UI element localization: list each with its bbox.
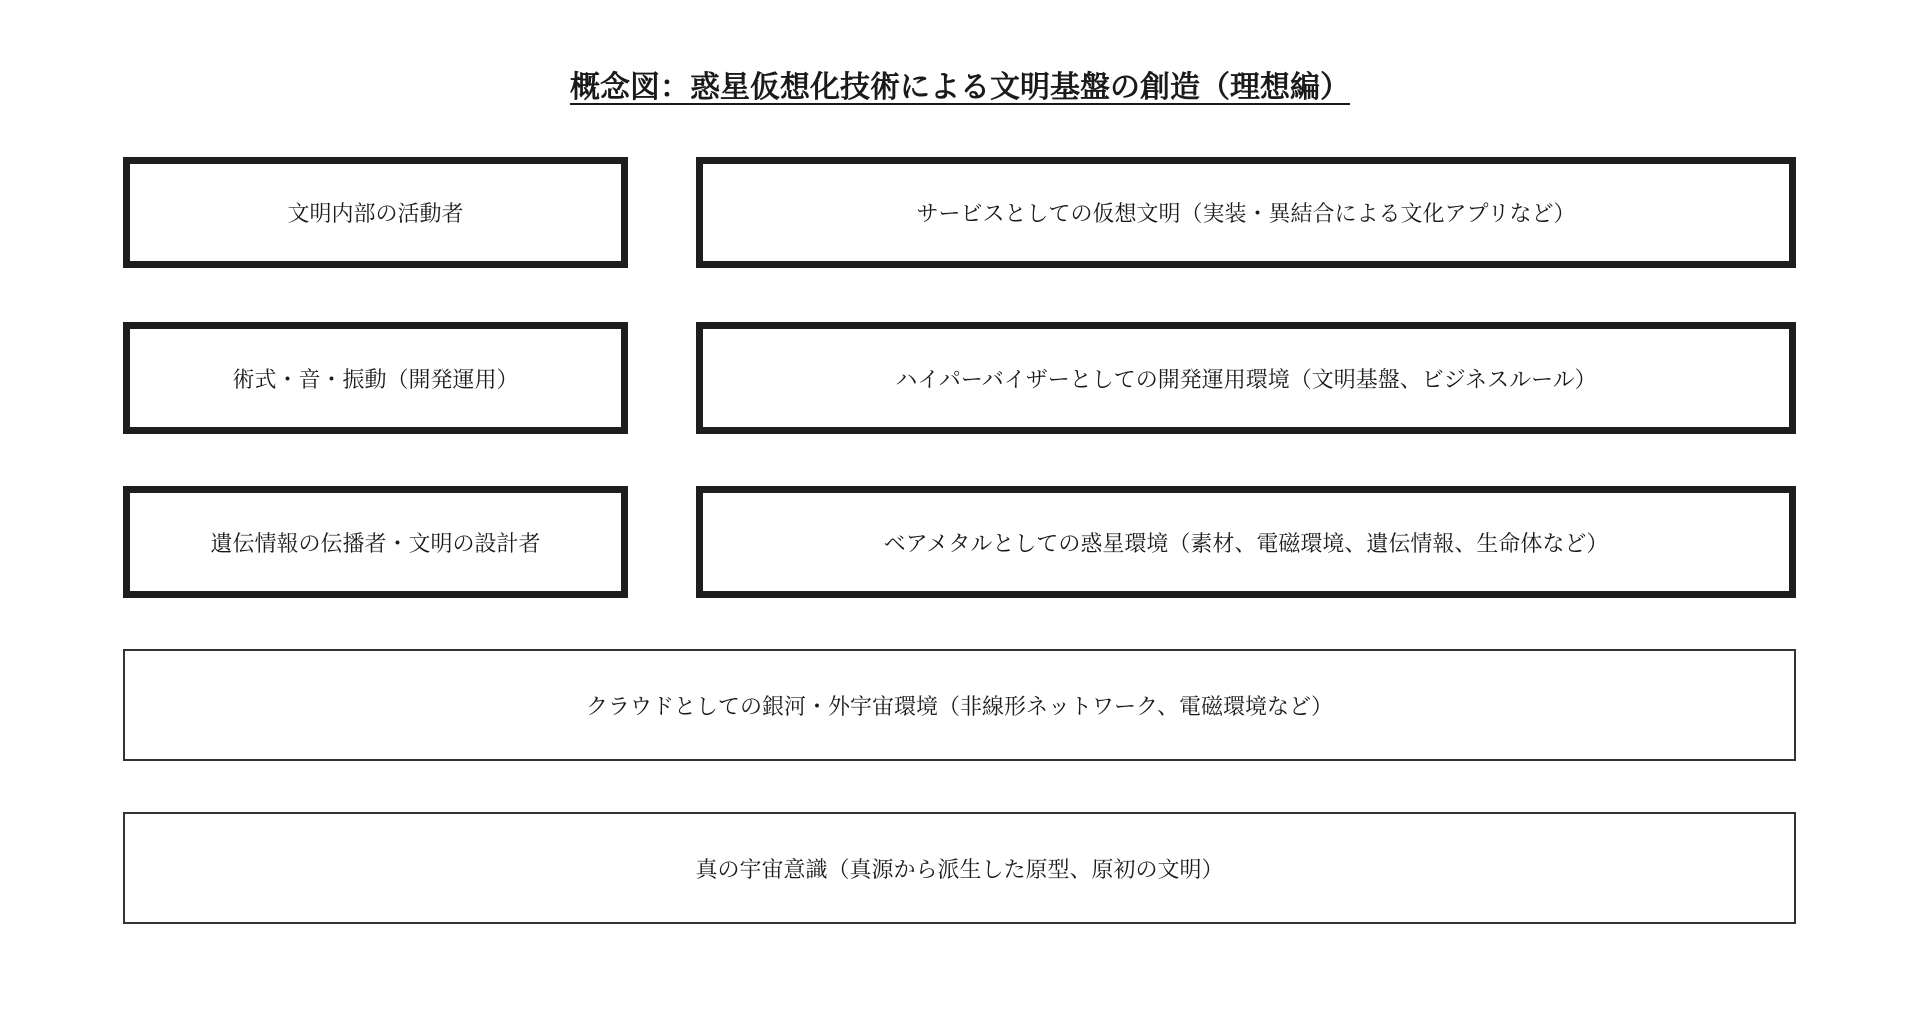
box-true-cosmic-consciousness	[123, 812, 1796, 924]
box-label: ベアメタルとしての惑星環境（素材、電磁環境、遺伝情報、生命体など）	[883, 531, 1609, 557]
box-label: サービスとしての仮想文明（実装・異結合による文化アプリなど）	[916, 202, 1576, 227]
box-civilization-actors	[123, 157, 628, 268]
diagram-title	[0, 62, 1920, 106]
box-cloud-galaxy	[123, 649, 1796, 761]
box-label: 真の宇宙意識（真源から派生した原型、原初の文明）	[695, 857, 1224, 883]
box-baremetal-planet	[696, 486, 1796, 598]
diagram-title-text: 概念図：惑星仮想化技術による文明基盤の創造（理想編）	[570, 70, 1350, 105]
box-genetic-designers	[123, 486, 628, 598]
box-label: ハイパーバイザーとしての開発運用環境（文明基盤、ビジネスルール）	[895, 367, 1597, 393]
box-label: 術式・音・振動（開発運用）	[232, 367, 519, 393]
box-hypervisor-devops	[696, 322, 1796, 434]
box-virtual-civilization-service	[696, 157, 1796, 268]
box-label: 文明内部の活動者	[287, 202, 464, 227]
box-label: クラウドとしての銀河・外宇宙環境（非線形ネットワーク、電磁環境など）	[585, 694, 1334, 720]
box-label: 遺伝情報の伝播者・文明の設計者	[210, 531, 541, 557]
box-spells-sound-vibration	[123, 322, 628, 434]
